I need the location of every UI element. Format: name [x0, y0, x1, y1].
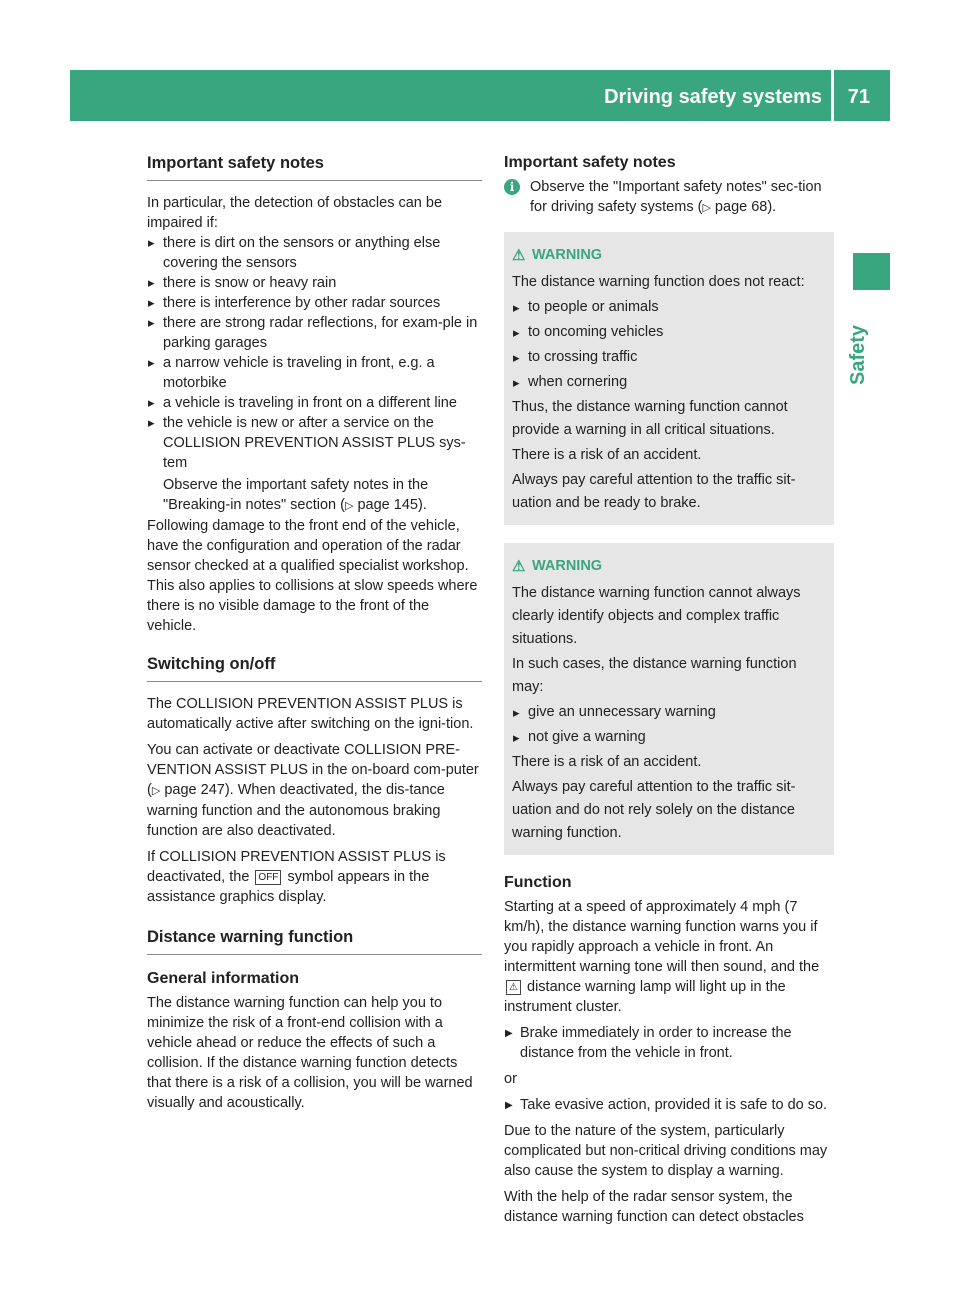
damage-text: Following damage to the front end of the vehicle, have the configuration and operation of the radar sensor checked at a qualified specialist workshop. This also applies to collisions at slow speeds where there is no visible damage to the front of the vehicle.	[147, 518, 478, 634]
page-ref-icon: ▷	[344, 500, 354, 512]
warning-box-1	[504, 232, 834, 525]
list-item: ▸ there is snow or heavy rain	[147, 273, 482, 293]
right-column	[504, 145, 834, 1233]
warning-text: There is a risk of an accident.	[512, 754, 702, 770]
switch-text-1: The COLLISION PREVENTION ASSIST PLUS is automatically active after switching on the igni-tion.	[147, 696, 474, 732]
warning-box-2	[504, 543, 834, 855]
function-text-1: Starting at a speed of approximately 4 mph (7 km/h), the distance warning function warns you if you rapidly approach a vehicle in front. An intermittent warning tone will then sound, and the ⚠ distance warning lamp will light up in the instrument cluster.	[504, 899, 820, 1015]
collision-assist-off-icon: OFF	[255, 870, 281, 885]
breaking-in-note: Observe the important safety notes in the "Breaking-in notes" section (▷ page 145).	[163, 477, 429, 513]
list-item: ▸ not give a warning	[512, 726, 826, 749]
list-item: ▸ to people or animals	[512, 296, 826, 319]
header-title: Driving safety systems	[604, 86, 822, 108]
page-ref-icon: ▷	[702, 202, 711, 214]
warning-triangle-icon: ⚠	[512, 247, 526, 264]
warning-text: Thus, the distance warning function cannot provide a warning in all critical situations.	[512, 399, 788, 438]
action-item: ▶ Brake immediately in order to increase the distance from the vehicle in front.	[504, 1023, 834, 1063]
warning-text: In such cases, the distance warning function may:	[512, 656, 797, 695]
page-ref-icon: ▷	[151, 785, 161, 797]
warning-triangle-icon: ⚠	[512, 558, 526, 575]
warning-list	[512, 701, 826, 749]
heading-switching-on-off: Switching on/off	[147, 654, 482, 682]
side-tab-label: Safety	[847, 324, 869, 385]
function-text-3: With the help of the radar sensor system, the distance warning function can detect obstacles	[504, 1189, 804, 1225]
list-item: ▸ to oncoming vehicles	[512, 321, 826, 344]
list-item: ▸ there are strong radar reflections, for exam-ple in parking garages	[147, 313, 482, 353]
heading-important-safety-notes-right: Important safety notes	[504, 154, 676, 171]
warning-text: The distance warning function cannot always clearly identify objects and complex traffic situations.	[512, 585, 801, 647]
list-item: ▸ when cornering	[512, 371, 826, 394]
info-icon: i	[504, 179, 520, 195]
or-text: or	[504, 1071, 517, 1087]
warning-text: Always pay careful attention to the traffic sit-uation and do not rely solely on the distance warning function.	[512, 779, 796, 841]
warning-text: There is a risk of an accident.	[512, 447, 702, 463]
heading-general-information: General information	[147, 970, 300, 987]
page-number: 71	[847, 86, 870, 108]
switch-text-3: If COLLISION PREVENTION ASSIST PLUS is deactivated, the OFF symbol appears in the assistance graphics display.	[147, 849, 446, 905]
heading-distance-warning: Distance warning function	[147, 927, 482, 955]
heading-function: Function	[504, 874, 572, 891]
action-item: ▶ Take evasive action, provided it is safe to do so.	[504, 1095, 834, 1115]
heading-important-safety-notes: Important safety notes	[147, 153, 482, 181]
list-item: ▸ the vehicle is new or after a service on the COLLISION PREVENTION ASSIST PLUS sys-tem	[147, 413, 482, 473]
warning-text: The distance warning function does not react:	[512, 274, 805, 290]
impairment-list	[147, 233, 482, 473]
warning-heading: ⚠ WARNING	[512, 244, 826, 267]
warning-list	[512, 296, 826, 394]
action-list-2	[504, 1095, 834, 1115]
switch-text-2: You can activate or deactivate COLLISION PRE-VENTION ASSIST PLUS in the on-board com-puter (▷ page 247). When deactivated, the dis-tance warning function and the autonomous braking function are also deactivated.	[147, 742, 479, 839]
list-item: ▸ to crossing traffic	[512, 346, 826, 369]
action-list-1	[504, 1023, 834, 1063]
header-divider	[831, 70, 834, 121]
list-item: ▸ give an unnecessary warning	[512, 701, 826, 724]
list-item: ▸ a narrow vehicle is traveling in front, e.g. a motorbike	[147, 353, 482, 393]
side-tab-marker	[853, 253, 890, 290]
list-item: ▸ a vehicle is traveling in front on a different line	[147, 393, 482, 413]
header-bar	[70, 70, 890, 121]
general-text: The distance warning function can help you to minimize the risk of a front-end collision with a vehicle ahead or reduce the effects of such a collision. If the distance warning function detects that there is a risk of a collision, you will be warned visually and acoustically.	[147, 995, 473, 1111]
warning-heading: ⚠ WARNING	[512, 555, 826, 578]
intro-text: In particular, the detection of obstacles can be impaired if:	[147, 195, 443, 231]
warning-text: Always pay careful attention to the traffic sit-uation and be ready to brake.	[512, 472, 796, 511]
list-item: ▸ there is interference by other radar sources	[147, 293, 482, 313]
function-text-2: Due to the nature of the system, particularly complicated but non-critical driving conditions may also cause the system to display a warning.	[504, 1123, 828, 1179]
distance-warning-lamp-icon: ⚠	[506, 980, 521, 995]
left-column	[147, 145, 482, 1119]
info-note: i Observe the "Important safety notes" sec-tion for driving safety systems (▷ page 68).	[504, 177, 834, 218]
list-item: ▸ there is dirt on the sensors or anything else covering the sensors	[147, 233, 482, 273]
